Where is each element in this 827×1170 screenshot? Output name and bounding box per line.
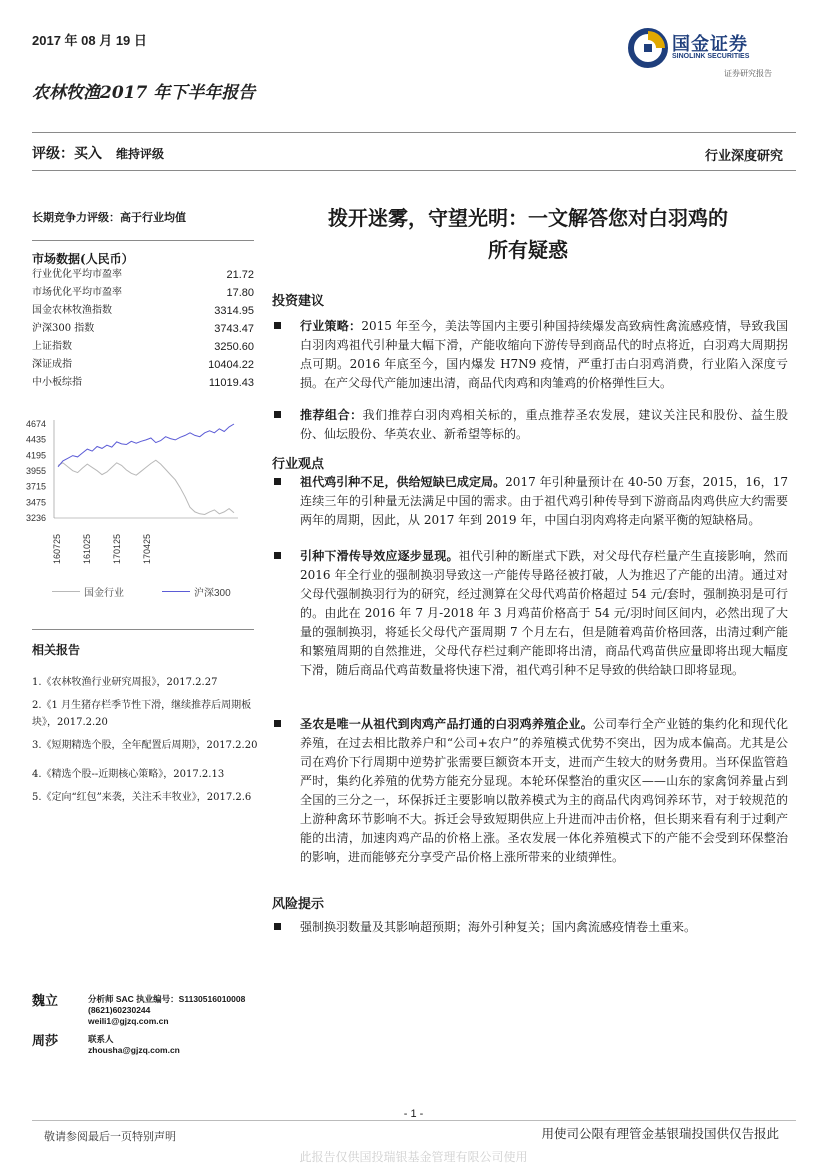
section-views: 行业观点	[272, 457, 325, 472]
analyst-name: 魏立	[32, 994, 59, 1009]
watermark: 此报告仅供国投瑞银基金管理有限公司使用	[299, 1150, 528, 1164]
bullet-risk: 强制换羽数量及其影响超预期；海外引种复关；国内禽流感疫情卷土重来。	[274, 918, 788, 937]
market-row: 深证成指 10404.22	[32, 359, 254, 371]
market-row: 中小板综指 11019.43	[32, 377, 254, 389]
contact-info: 联系人 zhousha@gjzq.com.cn	[88, 1034, 180, 1055]
related-report-item[interactable]: 5.《定向“红包”来袭，关注禾丰牧业》，2017.2.6	[32, 792, 252, 803]
logo-text-en: SINOLINK SECURITIES	[672, 53, 750, 60]
analyst-info: 分析师 SAC 执业编号：S1130516010008 (8621)60230244 weili1@gjzq.com.cn	[88, 994, 246, 1026]
contact-name: 周莎	[32, 1034, 59, 1049]
market-row: 国金农林牧渔指数 3314.95	[32, 305, 254, 317]
market-row: 上证指数 3250.60	[32, 341, 254, 353]
left-divider-2	[32, 629, 254, 630]
market-data-title: 市场数据(人民币）	[32, 252, 134, 266]
footer-disclaimer: 敬请参阅最后一页特别声明	[44, 1130, 176, 1143]
chart-y-tick-label: 3475	[26, 497, 47, 508]
related-reports-list	[32, 674, 258, 812]
section-investment: 投资建议	[272, 294, 325, 309]
chart-x-tick-label: 161025	[82, 533, 92, 564]
competitiveness-rating: 长期竞争力评级：高于行业均值	[32, 211, 186, 224]
page-number: - 1 -	[403, 1108, 424, 1120]
header-divider-bottom	[32, 170, 796, 171]
chart-y-tick-label: 3715	[26, 481, 47, 492]
analyst-email[interactable]: weili1@gjzq.com.cn	[88, 1016, 169, 1026]
market-row: 行业优化平均市盈率 21.72	[32, 269, 254, 281]
contact-email[interactable]: zhousha@gjzq.com.cn	[88, 1045, 180, 1055]
bullet-strategy: 行业策略：2015 年至今，美法等国内主要引种国持续爆发高致病性禽流感疫情，导致我国白羽肉鸡祖代引种量大幅下滑，产能收缩向下游传导到商品代的时点将近，白羽鸡大周期拐点可期。2016 年底至今，国内爆发 H7N9 疫情，严重打击白羽鸡消费，行业陷入深度亏损。在产父母代产能加速出清，商品代肉鸡和肉雏鸡的价格弹性巨大。	[274, 317, 788, 393]
legend-swatch-hs300	[162, 591, 190, 592]
market-row: 沪深300 指数 3743.47	[32, 323, 254, 335]
rating-sub: 维持评级	[116, 147, 165, 161]
section-risk: 风险提示	[272, 897, 325, 912]
footer-divider	[32, 1120, 796, 1121]
related-report-item[interactable]: 3.《短期精选个股，全年配置后周期》，2017.2.20	[32, 740, 258, 751]
rating-label: 评级：买入	[32, 146, 102, 162]
chart-y-tick-label: 4435	[26, 434, 47, 445]
report-date: 2017 年 08 月 19 日	[32, 33, 147, 48]
series-line-industry	[58, 460, 234, 514]
chart-y-tick-label: 4674	[26, 419, 47, 429]
chart-x-tick-label: 170425	[142, 533, 152, 564]
bullet-view-1: 祖代鸡引种不足，供给短缺已成定局。2017 年引种量预计在 40-50 万套，2015，16，17 连续三年的引种量无法满足中国的需求。由于祖代鸡引种传导到下游商品肉鸡供应大约需要两年的周期，因此，从 2017 年到 2019 年，中国白羽肉鸡将走向紧平衡的短缺格局。	[274, 473, 788, 530]
index-line-chart	[22, 410, 242, 570]
chart-y-tick-label: 3955	[26, 466, 47, 476]
chart-x-tick-label: 160725	[52, 533, 62, 564]
rating	[32, 143, 164, 163]
bullet-view-2: 引种下滑传导效应逐步显现。祖代引种的断崖式下跌，对父母代存栏量产生直接影响，然而 2016 年全行业的强制换羽导致这一产能传导路径被打破，人为推迟了产能的出清。通过对父母代强制换羽行为的研究，经过测算在父母代鸡苗价格超过 54 元/套时，强制换羽是可行的。由此在 2016 年 7 月-2018 年 3 月鸡苗价格高于 54 元/羽时间区间内，必然出现了大量的强制换羽，将延长父母代产蛋周期 7 个月左右，但是随着鸡苗价格回落，出清过剩产能和繁殖周期的自然推进，父母代存栏过剩产能即将出清，商品代鸡苗供应量即将出现大幅度下滑，随后商品代鸡苗数量将快速下滑，祖代鸡引种不足导致的供给缺口即将显现。	[274, 547, 788, 680]
related-report-item[interactable]: 1.《农林牧渔行业研究周报》，2017.2.27	[32, 677, 218, 688]
related-report-item[interactable]: 4.《精选个股--近期核心策略》，2017.2.13	[32, 769, 225, 780]
report-type: 行业深度研究	[704, 149, 783, 164]
series-line-hs300	[58, 424, 234, 467]
market-data-table	[32, 266, 254, 392]
chart-y-tick-label: 4195	[26, 450, 47, 461]
logo-text-cn: 国金证券	[672, 34, 748, 55]
legend-label-hs300: 沪深300	[194, 588, 231, 599]
headline: 拨开迷雾，守望光明：一文解答您对白羽鸡的 所有疑惑	[328, 206, 728, 262]
sinolink-logo-icon	[628, 28, 668, 68]
chart-legend	[52, 584, 269, 599]
legend-swatch-industry	[52, 591, 80, 592]
bullet-portfolio: 推荐组合：我们推荐白羽肉鸡相关标的，重点推荐圣农发展，建议关注民和股份、益生股份、仙坛股份、华英农业、新希望等标的。	[274, 406, 788, 444]
related-reports-title: 相关报告	[32, 643, 81, 657]
related-report-item[interactable]: 2.《1 月生猪存栏季节性下滑，继续推荐后周期板块》，2017.2.20	[32, 700, 252, 728]
market-row: 市场优化平均市盈率 17.80	[32, 287, 254, 299]
left-divider-1	[32, 240, 254, 241]
chart-y-tick-label: 3236	[26, 513, 47, 523]
header-divider-top	[32, 132, 796, 133]
bullet-view-3: 圣农是唯一从祖代到肉鸡产品打通的白羽鸡养殖企业。公司奉行全产业链的集约化和现代化养殖，在过去相比散养户和“公司+农户”的养殖模式优势不突出，因为成本偏高。尤其是公司在鸡价下行周期中逆势扩张需要巨额资本开支，进而产生较大的财务费用。当环保监管趋严时，集约化养殖的优势方能充分显现。本轮环保整治的重灾区——山东的家禽饲养量占到全国的三分之一，环保拆迁主要影响以散养模式为主的商品代肉鸡饲养环节，对于较规范的上游种禽环节影响不大。拆迁会导致短期供应上升进而冲击价格，但长期来看有利于过剩产能的出清，加速肉鸡产品的价格上涨。圣农发展一体化养殖模式下的产能不会受到环保整治的影响，进而能够充分享受产品价格上涨所带来的业绩弹性。	[274, 715, 788, 867]
chart-x-tick-label: 170125	[112, 533, 122, 564]
legend-label-industry: 国金行业	[84, 588, 124, 599]
logo-subtitle: 证券研究报告	[724, 69, 772, 78]
report-series-title: 农林牧渔2017 年下半年报告	[32, 83, 256, 103]
footer-notice: 用使司公限有理管金基银瑞投国供仅告报此	[541, 1126, 779, 1141]
